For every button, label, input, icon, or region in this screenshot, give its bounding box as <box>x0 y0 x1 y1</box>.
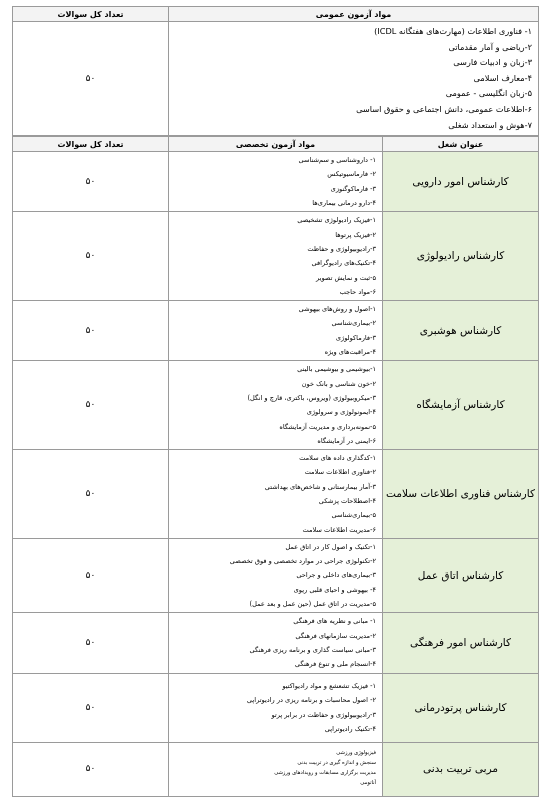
job-subject-item: ۲-بیماری‌شناسی <box>331 319 376 328</box>
job-subject-item: ۳-رادیوبیولوژی و حفاظت <box>307 244 376 253</box>
job-row <box>13 361 539 450</box>
general-subject-item: ۱- فناوری اطلاعات (مهارت‌های هفتگانه ICDL) <box>374 26 532 36</box>
job-row <box>13 538 539 612</box>
job-row <box>13 301 539 361</box>
job-row <box>13 742 539 796</box>
job-subject-item: ۶-مدیریت اطلاعات سلامت <box>302 525 376 534</box>
job-question-count: ۵۰ <box>13 450 169 539</box>
job-subject-item: ۲- اصول محاسبات و برنامه ریزی در رادیوتراپی <box>246 696 376 705</box>
job-subjects-list <box>169 613 383 673</box>
job-subject-item: ۳-میکروبیولوژی (ویروس، باکتری، قارچ و انگل) <box>247 393 376 402</box>
job-subject-item: ۴- بیهوشی و احیای قلبی ریوی <box>293 585 376 594</box>
job-question-count: ۵۰ <box>13 212 169 301</box>
general-subject-item: ۴-معارف اسلامی <box>473 72 532 83</box>
job-subject-item: ۲-خون شناسی و بانک خون <box>301 379 376 388</box>
job-subject-item: ۱-تکنیک و اصول کار در اتاق عمل <box>285 542 376 551</box>
job-subjects-list <box>169 673 383 742</box>
job-subjects-list <box>169 361 383 450</box>
job-title: کارشناس آزمایشگاه <box>383 361 539 450</box>
job-subject-item: ۵-ثبت و نمایش تصویر <box>315 273 376 282</box>
job-question-count: ۵۰ <box>13 673 169 742</box>
job-subject-item: ۱- مبانی و نظریه های فرهنگی <box>293 617 376 626</box>
job-subject-item: فیزیولوژی ورزشی <box>336 750 376 757</box>
job-row <box>13 152 539 212</box>
general-subject-item: ۶-اطلاعات عمومی، دانش اجتماعی و حقوق اساسی <box>356 103 532 114</box>
job-title: کارشناس اتاق عمل <box>383 538 539 612</box>
job-subject-item: ۵-نمونه‌برداری و مدیریت آزمایشگاه <box>279 422 376 431</box>
job-subject-item: ۳- فارماکوگنوزی <box>330 184 376 193</box>
job-subject-item: ۲-مدیریت سازمانهای فرهنگی <box>295 631 376 640</box>
job-subjects-list <box>169 212 383 301</box>
general-subjects-header: مواد آزمون عمومی <box>169 7 539 22</box>
general-subject-item: ۵-زبان انگلیسی - عمومی <box>445 88 532 99</box>
job-subject-item: ۱- داروشناسی و سم‌شناسی <box>298 156 376 165</box>
job-subject-item: ۲-تکنولوژی جراحی در موارد تخصصی و فوق تخصصی <box>229 557 376 566</box>
job-title-header: عنوان شغل <box>383 137 539 152</box>
job-subject-item: سنجش و اندازه گیری در تربیت بدنی <box>297 760 376 767</box>
specialized-header-row <box>13 137 539 152</box>
job-subject-item: ۴-تکنیک‌های رادیوگرافی <box>311 259 376 268</box>
job-question-count: ۵۰ <box>13 742 169 796</box>
job-title: کارشناس هوشبری <box>383 301 539 361</box>
specialized-subjects-header: مواد آزمون تخصصی <box>169 137 383 152</box>
job-row <box>13 613 539 673</box>
job-row <box>13 212 539 301</box>
job-subject-item: ۴-تکنیک رادیوتراپی <box>324 724 376 733</box>
general-header-row <box>13 7 539 22</box>
job-question-count: ۵۰ <box>13 301 169 361</box>
specialized-count-header: تعداد کل سوالات <box>13 137 169 152</box>
job-subject-item: مدیریت برگزاری مسابقات و رویدادهای ورزشی <box>274 770 376 777</box>
general-count-header: تعداد کل سوالات <box>13 7 169 22</box>
job-title: مربی تربیت بدنی <box>383 742 539 796</box>
job-subject-item: ۱-بیوشیمی و بیوشیمی بالینی <box>297 365 376 374</box>
job-subject-item: ۱- فیزیک تشعشع و مواد رادیواکتیو <box>282 681 376 690</box>
job-subject-item: آناتومی <box>360 779 376 786</box>
general-subject-item: ۳-زبان و ادبیات فارسی <box>453 57 532 68</box>
job-subject-item: ۳-آمار بیمارستانی و شاخص‌های بهداشتی <box>264 482 376 491</box>
job-subject-item: ۴-انسجام ملی و تنوع فرهنگی <box>294 660 376 669</box>
job-subject-item: ۳-مبانی سیاست گذاری و برنامه ریزی فرهنگی <box>249 645 376 654</box>
job-subject-item: ۱-اصول و روش‌های بیهوشی <box>298 305 376 314</box>
job-subject-item: ۶-مواد حاجب <box>339 287 376 296</box>
job-subject-item: ۲-فیزیک پرتوها <box>335 230 376 239</box>
job-subject-item: ۳-رادیوبیولوژی و حفاظت در برابر پرتو <box>271 710 376 719</box>
job-subjects-list <box>169 450 383 539</box>
job-subject-item: ۱-کدگذاری داده های سلامت <box>299 454 376 463</box>
job-title: کارشناس رادیولوژی <box>383 212 539 301</box>
general-body-row <box>13 22 539 136</box>
job-row <box>13 450 539 539</box>
job-title: کارشناس پرتودرمانی <box>383 673 539 742</box>
job-subject-item: ۵-مدیریت در اتاق عمل (حین عمل و بعد عمل) <box>249 600 376 609</box>
job-subject-item: ۴-اصطلاحات پزشکی <box>318 496 376 505</box>
job-title: کارشناس فناوری اطلاعات سلامت <box>383 450 539 539</box>
job-subject-item: ۳-فارماکولوژی <box>335 333 376 342</box>
job-subjects-list <box>169 301 383 361</box>
job-subject-item: ۶-ایمنی در آزمایشگاه <box>317 436 376 445</box>
job-subjects-list <box>169 152 383 212</box>
job-subject-item: ۲-فناوری اطلاعات سلامت <box>304 468 376 477</box>
job-question-count: ۵۰ <box>13 613 169 673</box>
general-subject-item: ۷-هوش و استعداد شغلی <box>448 119 532 130</box>
general-subjects-table <box>12 6 539 136</box>
job-subjects-list <box>169 538 383 612</box>
job-title: کارشناس امور دارویی <box>383 152 539 212</box>
job-row <box>13 673 539 742</box>
job-subject-item: ۲- فارماسیوتیکس <box>327 170 376 179</box>
job-question-count: ۵۰ <box>13 361 169 450</box>
general-subject-item: ۲-ریاضی و آمار مقدماتی <box>448 41 532 52</box>
job-question-count: ۵۰ <box>13 152 169 212</box>
job-subject-item: ۴-ایمونولوژی و سرولوژی <box>306 408 376 417</box>
job-subjects-list <box>169 742 383 796</box>
job-subject-item: ۵-بیماری‌شناسی <box>331 511 376 520</box>
job-title: کارشناس امور فرهنگی <box>383 613 539 673</box>
job-subject-item: ۳-بیماری‌های داخلی و جراحی <box>296 571 376 580</box>
specialized-subjects-table <box>12 136 539 796</box>
general-subjects-list <box>169 22 539 136</box>
exam-subjects-document <box>12 6 538 797</box>
job-subject-item: ۴-مراقبت‌های ویژه <box>324 348 376 357</box>
job-subject-item: ۴-دارو درمانی بیماری‌ها <box>312 199 376 208</box>
general-question-count: ۵۰ <box>13 22 169 136</box>
job-subject-item: ۱-فیزیک رادیولوژی تشخیصی <box>297 216 376 225</box>
job-question-count: ۵۰ <box>13 538 169 612</box>
